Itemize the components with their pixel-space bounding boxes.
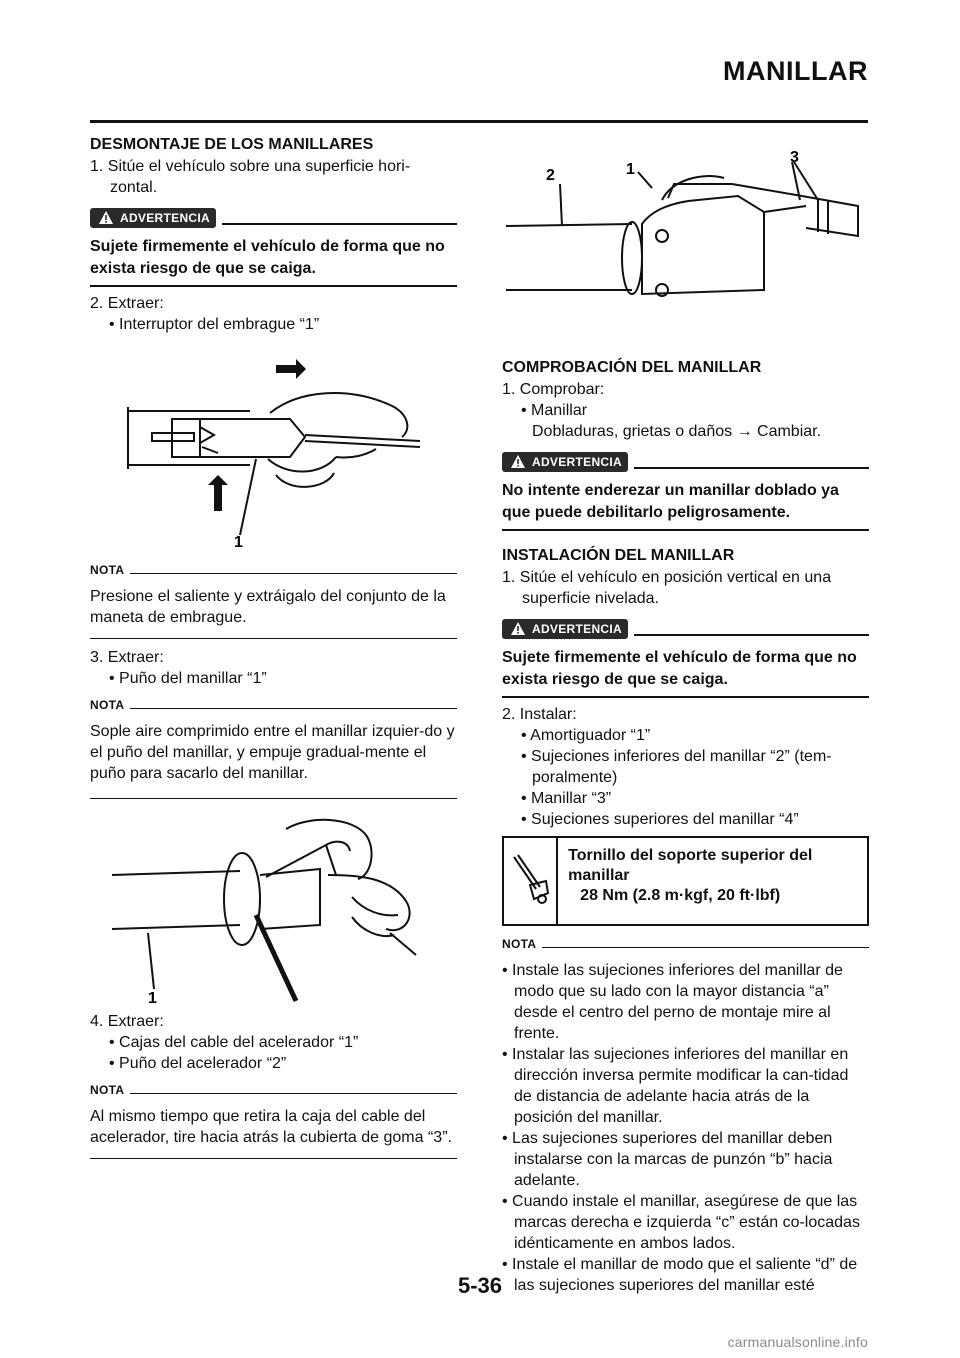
right-column bbox=[502, 140, 869, 1296]
note-text: Sople aire comprimido entre el manillar izquier-do y el puño del manillar, y empuje gradual-mente el puño para sacarlo del manillar. bbox=[90, 715, 457, 799]
step-1: 1. Sitúe el vehículo sobre una superficie hori- zontal. bbox=[90, 158, 411, 196]
figure-grip-removal bbox=[90, 805, 457, 1005]
left-column bbox=[90, 134, 457, 1159]
note-label: NOTA bbox=[90, 1082, 125, 1097]
figure-clutch-switch bbox=[90, 349, 457, 554]
note-block bbox=[90, 560, 457, 639]
step-4: 4. Extraer: bbox=[90, 1013, 164, 1030]
check-item: • Manillar bbox=[521, 402, 588, 419]
watermark: carmanualsonline.info bbox=[727, 1334, 868, 1350]
note-label: NOTA bbox=[502, 936, 537, 951]
check-step-1: 1. Comprobar: bbox=[502, 381, 605, 398]
install-item: • Sujeciones superiores del manillar “4” bbox=[521, 811, 799, 828]
note-item: • Instale el manillar de modo que el saliente “d” de las sujeciones superiores del manillar esté bbox=[502, 1256, 858, 1294]
install-step-1: 1. Sitúe el vehículo en posición vertical en una superficie nivelada. bbox=[502, 569, 832, 607]
section-heading-check: COMPROBACIÓN DEL MANILLAR bbox=[502, 359, 762, 376]
figure-3-callout-1: 1 bbox=[626, 161, 635, 178]
header-rule bbox=[90, 120, 868, 123]
note-text: Presione el saliente y extráigalo del conjunto de la maneta de embrague. bbox=[90, 580, 457, 639]
warning-badge: ADVERTENCIA bbox=[502, 619, 628, 639]
warning-icon bbox=[98, 210, 114, 225]
step-4-item: • Cajas del cable del acelerador “1” bbox=[109, 1034, 359, 1051]
warning-text: Sujete firmemente el vehículo de forma que no exista riesgo de que se caiga. bbox=[502, 641, 869, 698]
figure-3-callout-2: 2 bbox=[546, 167, 555, 184]
section-heading-removal: DESMONTAJE DE LOS MANILLARES bbox=[90, 136, 374, 153]
install-item: • Manillar “3” bbox=[521, 790, 612, 807]
note-block bbox=[90, 1080, 457, 1159]
torque-wrench-icon bbox=[508, 851, 552, 911]
install-item: • Amortiguador “1” bbox=[521, 727, 651, 744]
step-2: 2. Extraer: bbox=[90, 295, 164, 312]
note-item: • Instale las sujeciones inferiores del manillar de modo que su lado con la mayor distancia “a” desde el centro del perno de montaje mire al frente. bbox=[502, 962, 843, 1042]
warning-text: No intente enderezar un manillar doblado ya que puede debilitarlo peligrosamente. bbox=[502, 474, 869, 531]
install-item: • Sujeciones inferiores del manillar “2” (tem-poralmente) bbox=[521, 748, 832, 786]
note-label: NOTA bbox=[90, 697, 125, 712]
warning-icon bbox=[510, 621, 526, 636]
warning-block bbox=[502, 450, 869, 531]
step-3: 3. Extraer: bbox=[90, 649, 164, 666]
note-block bbox=[502, 934, 869, 1296]
figure-throttle-cable bbox=[502, 140, 869, 315]
warning-badge: ADVERTENCIA bbox=[502, 452, 628, 472]
note-item: • Las sujeciones superiores del manillar deben instalarse con la marcas de punzón “b” hacia adelante. bbox=[502, 1130, 833, 1189]
figure-3-callout-3: 3 bbox=[790, 149, 799, 166]
check-detail: Dobladuras, grietas o daños → Cambiar. bbox=[532, 423, 822, 440]
note-block bbox=[90, 695, 457, 799]
warning-badge: ADVERTENCIA bbox=[90, 208, 216, 228]
page-number: 5-36 bbox=[457, 1273, 503, 1298]
torque-title: Tornillo del soporte superior del manillar bbox=[568, 847, 813, 884]
note-label: NOTA bbox=[90, 562, 125, 577]
step-4-item: • Puño del acelerador “2” bbox=[109, 1055, 287, 1072]
warning-icon bbox=[510, 454, 526, 469]
section-heading-install: INSTALACIÓN DEL MANILLAR bbox=[502, 547, 735, 564]
step-3-item: • Puño del manillar “1” bbox=[109, 670, 267, 687]
torque-value: 28 Nm (2.8 m·kgf, 20 ft·lbf) bbox=[580, 887, 781, 904]
warning-block bbox=[502, 617, 869, 698]
install-step-2: 2. Instalar: bbox=[502, 706, 577, 723]
warning-text: Sujete firmemente el vehículo de forma que no exista riesgo de que se caiga. bbox=[90, 230, 457, 287]
figure-1-callout: 1 bbox=[234, 534, 243, 551]
note-item: • Cuando instale el manillar, asegúrese de que las marcas derecha e izquierda “c” están co-locadas idénticamente en ambos lados. bbox=[502, 1193, 860, 1252]
warning-block bbox=[90, 206, 457, 287]
note-item: • Instalar las sujeciones inferiores del manillar en dirección inversa permite modificar la can-tidad de distancia de adelante hacia atrás de la posición del manillar. bbox=[502, 1046, 849, 1126]
step-2-item: • Interruptor del embrague “1” bbox=[109, 316, 320, 333]
note-text: Al mismo tiempo que retira la caja del cable del acelerador, tire hacia atrás la cubierta de goma “3”. bbox=[90, 1100, 457, 1159]
figure-2-callout: 1 bbox=[148, 990, 157, 1005]
torque-spec-box bbox=[502, 836, 869, 926]
page-title: MANILLAR bbox=[723, 56, 868, 86]
